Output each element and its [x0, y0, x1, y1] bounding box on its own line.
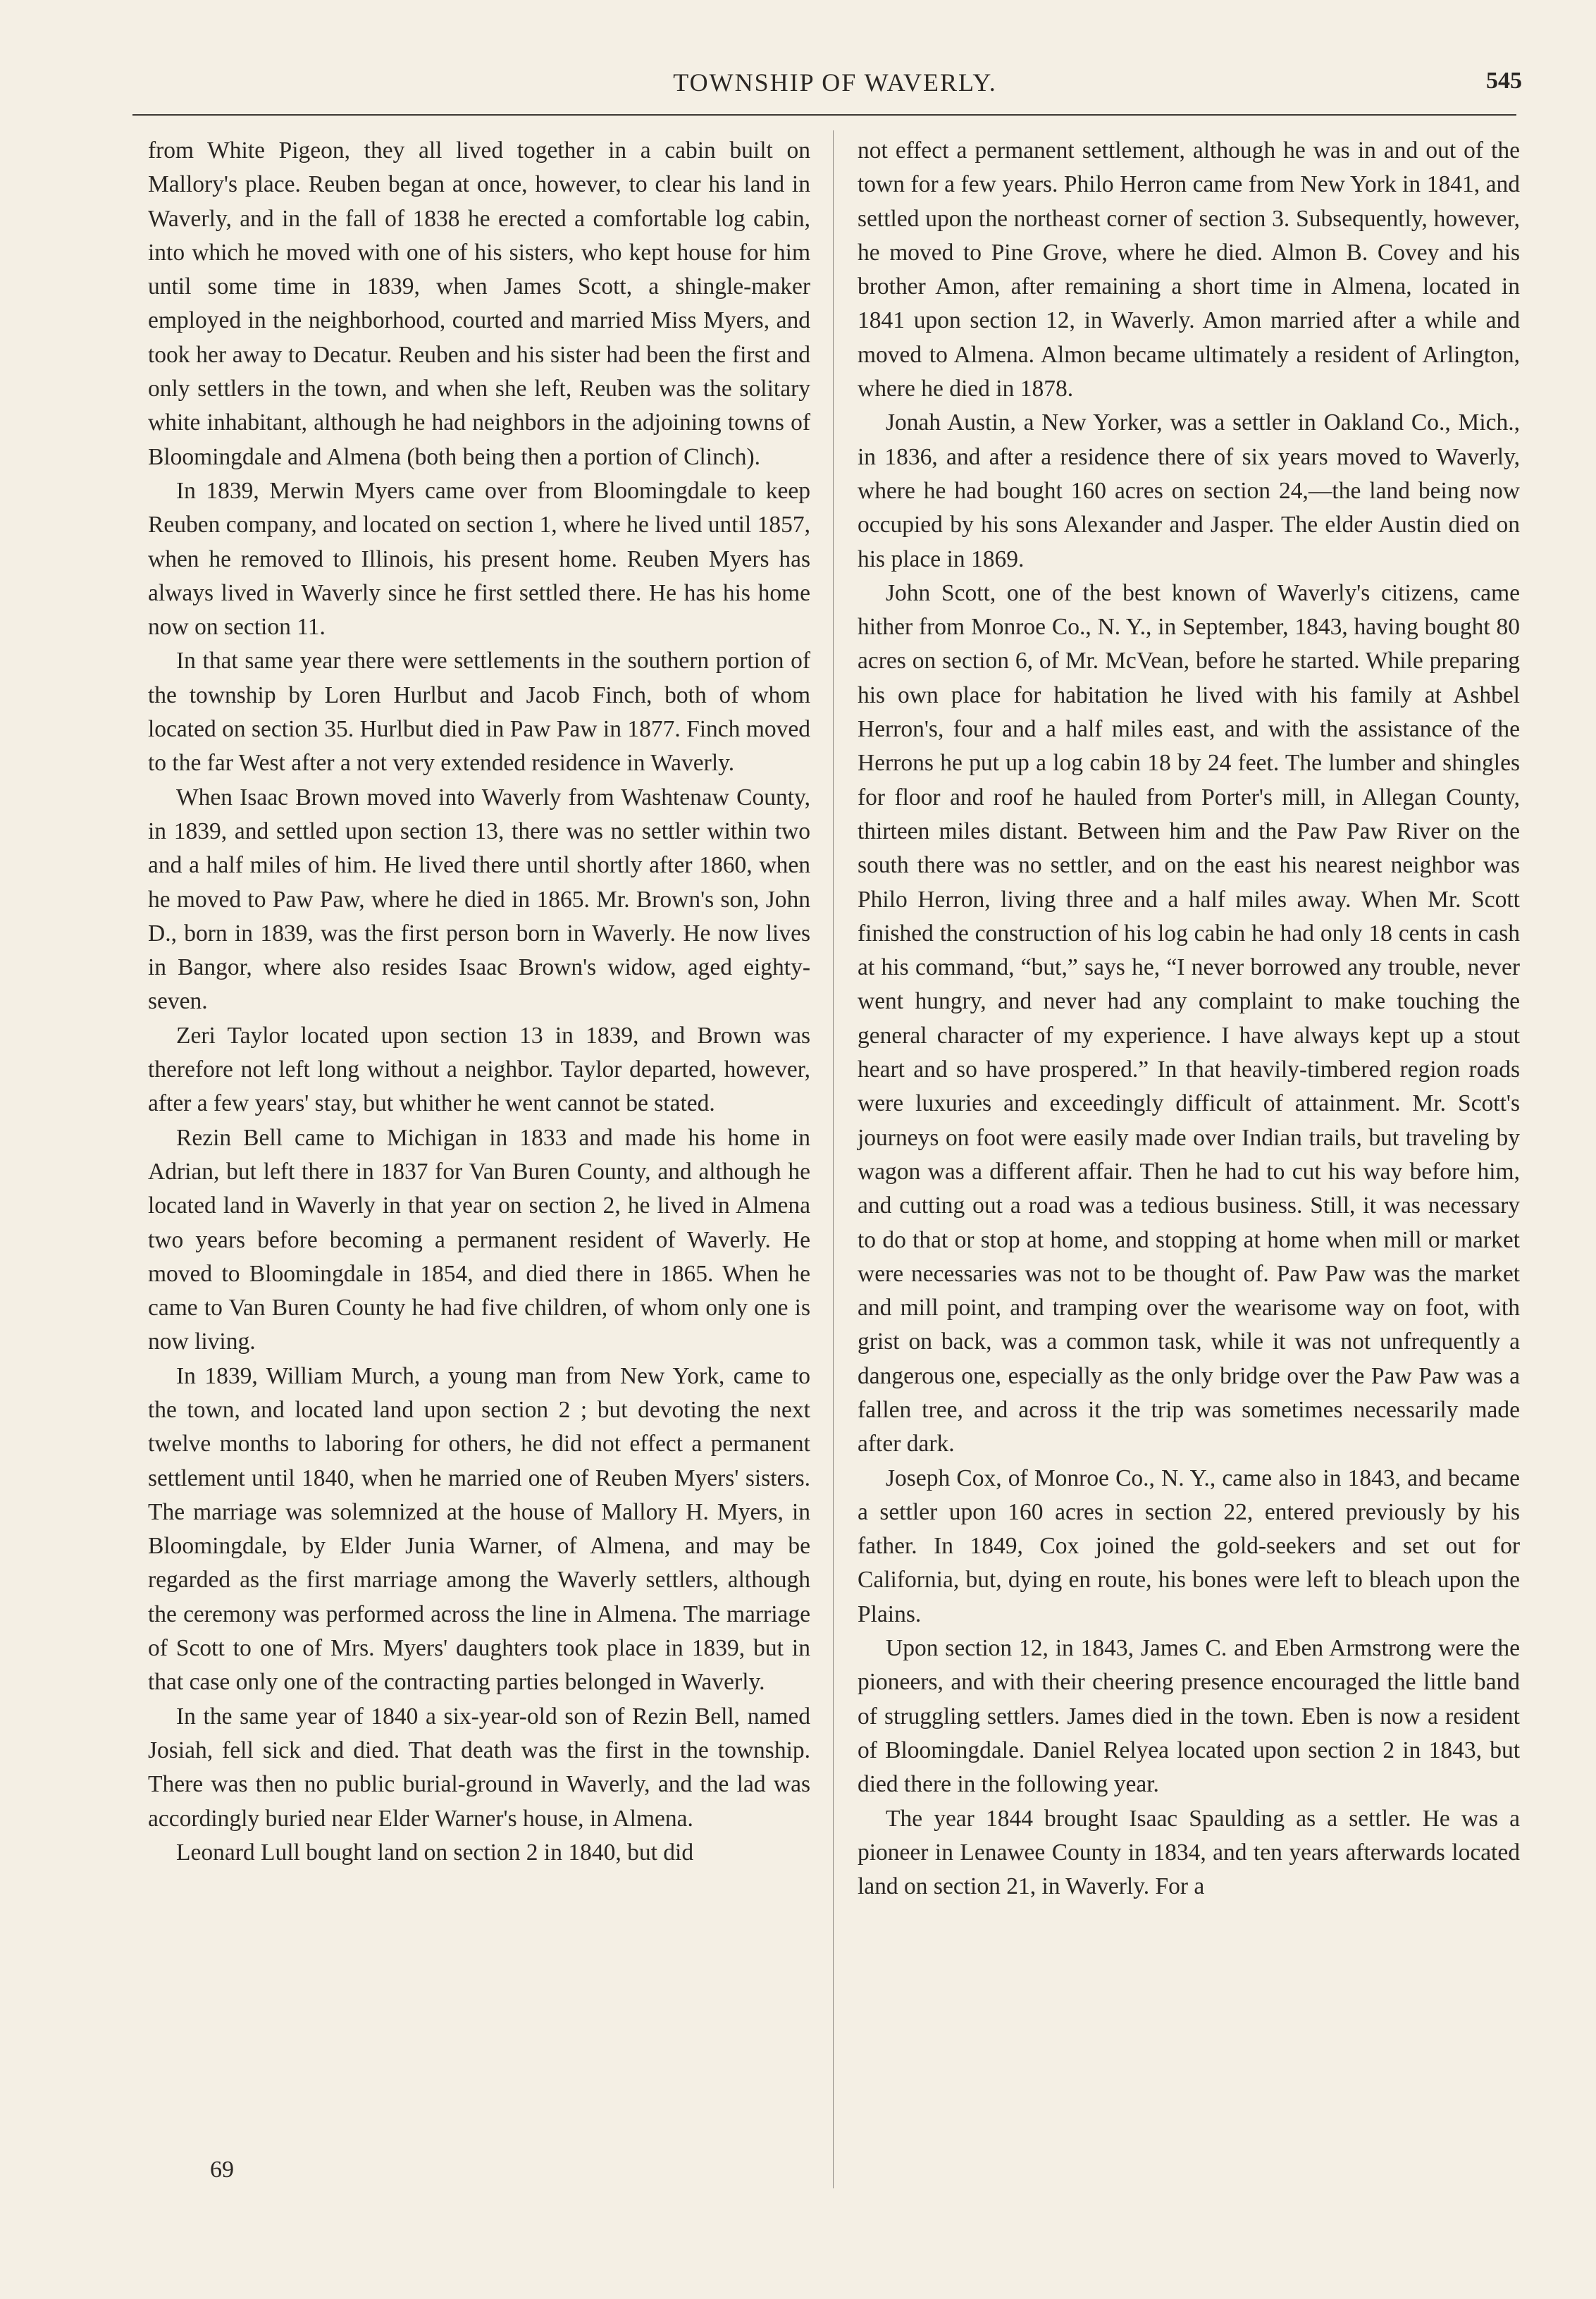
signature-mark: 69: [210, 2157, 234, 2183]
paragraph: from White Pigeon, they all lived together in a cabin built on Mallory's place. Reuben began at once, however, to clear his land in Waverly, and in the fall of 1838 he erected a comfortable log cabin, into which he moved with one of his sisters, who kept house for him until some time in 1839, when James Scott, a shingle-maker employed in the neighborhood, courted and married Miss Myers, and took her away to Decatur. Reuben and his sister had been the first and only settlers in the town, and when she left, Reuben was the solitary white inhabitant, although he had neighbors in the adjoining towns of Bloomingdale and Almena (both being then a portion of Clinch).: [148, 137, 810, 470]
paragraph: Jonah Austin, a New Yorker, was a settler in Oakland Co., Mich., in 1836, and after a residence there of six years moved to Waverly, where he had bought 160 acres on section 24,—the land being now occupied by his sons Alexander and Jasper. The elder Austin died on his place in 1869.: [858, 409, 1520, 572]
paragraph: Upon section 12, in 1843, James C. and Eben Armstrong were the pioneers, and with their cheering presence encouraged the little band of struggling settlers. James died in the town. Eben is now a resident of Bloomingdale. Daniel Relyea located upon section 2 in 1843, but died there in the following year.: [858, 1635, 1520, 1798]
paragraph: When Isaac Brown moved into Waverly from Washtenaw County, in 1839, and settled upon section 13, there was no settler within two and a half miles of him. He lived there until shortly after 1860, when he moved to Paw Paw, where he died in 1865. Mr. Brown's son, John D., born in 1839, was the first person born in Waverly. He now lives in Bangor, where also resides Isaac Brown's widow, aged eighty-seven.: [148, 784, 810, 1015]
page-number: 545: [1486, 68, 1522, 94]
paragraph: not effect a permanent settlement, although he was in and out of the town for a few years. Philo Herron came from New York in 1841, and settled upon the northeast corner of section 3. Subsequently, however, he moved to Pine Grove, where he died. Almon B. Covey and his brother Amon, after remaining a short time in Almena, located in 1841 upon section 12, in Waverly. Amon married after a while and moved to Almena. Almon became ultimately a resident of Arlington, where he died in 1878.: [858, 137, 1520, 402]
paragraph: In the same year of 1840 a six-year-old son of Rezin Bell, named Josiah, fell sick and died. That death was the first in the township. There was then no public burial-ground in Waverly, and the lad was accordingly buried near Elder Warner's house, in Almena.: [148, 1703, 810, 1832]
paragraph: Joseph Cox, of Monroe Co., N. Y., came also in 1843, and became a settler upon 160 acres in section 22, entered previously by his father. In 1849, Cox joined the gold-seekers and set out for California, but, dying en route, his bones were left to bleach upon the Plains.: [858, 1465, 1520, 1627]
right-column: [858, 134, 1520, 1904]
paragraph: In 1839, William Murch, a young man from New York, came to the town, and located land upon section 2 ; but devoting the next twelve months to laboring for others, he did not effect a permanent settlement until 1840, when he married one of Reuben Myers' sisters. The marriage was solemnized at the house of Mallory H. Myers, in Bloomingdale, by Elder Junia Warner, of Almena, and may be regarded as the first marriage among the Waverly settlers, although the ceremony was performed across the line in Almena. The marriage of Scott to one of Mrs. Myers' daughters took place in 1839, but in that case only one of the contracting parties belonged in Waverly.: [148, 1362, 810, 1696]
paragraph: The year 1844 brought Isaac Spaulding as a settler. He was a pioneer in Lenawee County in 1834, and ten years afterwards located land on section 21, in Waverly. For a: [858, 1805, 1520, 1900]
paragraph: Rezin Bell came to Michigan in 1833 and made his home in Adrian, but left there in 1837 for Van Buren County, and although he located land in Waverly in that year on section 2, he lived in Almena two years before becoming a permanent resident of Waverly. He moved to Bloomingdale in 1854, and died there in 1865. When he came to Van Buren County he had five children, of whom only one is now living.: [148, 1124, 810, 1355]
column-divider: [833, 130, 834, 2188]
header-rule: [132, 114, 1516, 116]
paragraph: John Scott, one of the best known of Waverly's citizens, came hither from Monroe Co., N. Y., in September, 1843, having bought 80 acres on section 6, of Mr. McVean, before he started. While preparing his own place for habitation he lived with his family at Ashbel Herron's, four and a half miles east, and with the assistance of the Herrons he put up a log cabin 18 by 24 feet. The lumber and shingles for floor and roof he hauled from Porter's mill, in Allegan County, thirteen miles distant. Between him and the Paw Paw River on the south there was no settler, and on the east his nearest neighbor was Philo Herron, living three and a half miles away. When Mr. Scott finished the construction of his log cabin he had only 18 cents in cash at his command, “but,” says he, “I never borrowed any trouble, never went hungry, and never had any complaint to make touching the general character of my experience. I have always kept up a stout heart and so have prospered.” In that heavily-timbered region roads were luxuries and exceedingly difficult of attainment. Mr. Scott's journeys on foot were easily made over Indian trails, but traveling by wagon was a different affair. Then he had to cut his way before him, and cutting out a road was a tedious business. Still, it was necessary to do that or stop at home, and stopping at home when mill or market were necessaries was not to be thought of. Paw Paw was the market and mill point, and tramping over the wearisome way on foot, with grist on back, was a common task, while it was not unfrequently a dangerous one, especially as the only bridge over the Paw Paw was a fallen tree, and across it the trip was sometimes necessarily made after dark.: [858, 579, 1520, 1457]
left-column: [148, 134, 810, 1870]
paragraph: Leonard Lull bought land on section 2 in 1840, but did: [176, 1839, 694, 1866]
paragraph: In 1839, Merwin Myers came over from Bloomingdale to keep Reuben company, and located on section 1, where he lived until 1857, when he removed to Illinois, his present home. Reuben Myers has always lived in Waverly since he first settled there. He has his home now on section 11.: [148, 477, 810, 641]
paragraph: Zeri Taylor located upon section 13 in 1839, and Brown was therefore not left long without a neighbor. Taylor departed, however, after a few years' stay, but whither he went cannot be stated.: [148, 1022, 810, 1117]
paragraph: In that same year there were settlements in the southern portion of the township by Loren Hurlbut and Jacob Finch, both of whom located on section 35. Hurlbut died in Paw Paw in 1877. Finch moved to the far West after a not very extended residence in Waverly.: [148, 648, 810, 777]
running-title: TOWNSHIP OF WAVERLY.: [673, 68, 997, 97]
page-header: [148, 68, 1522, 110]
